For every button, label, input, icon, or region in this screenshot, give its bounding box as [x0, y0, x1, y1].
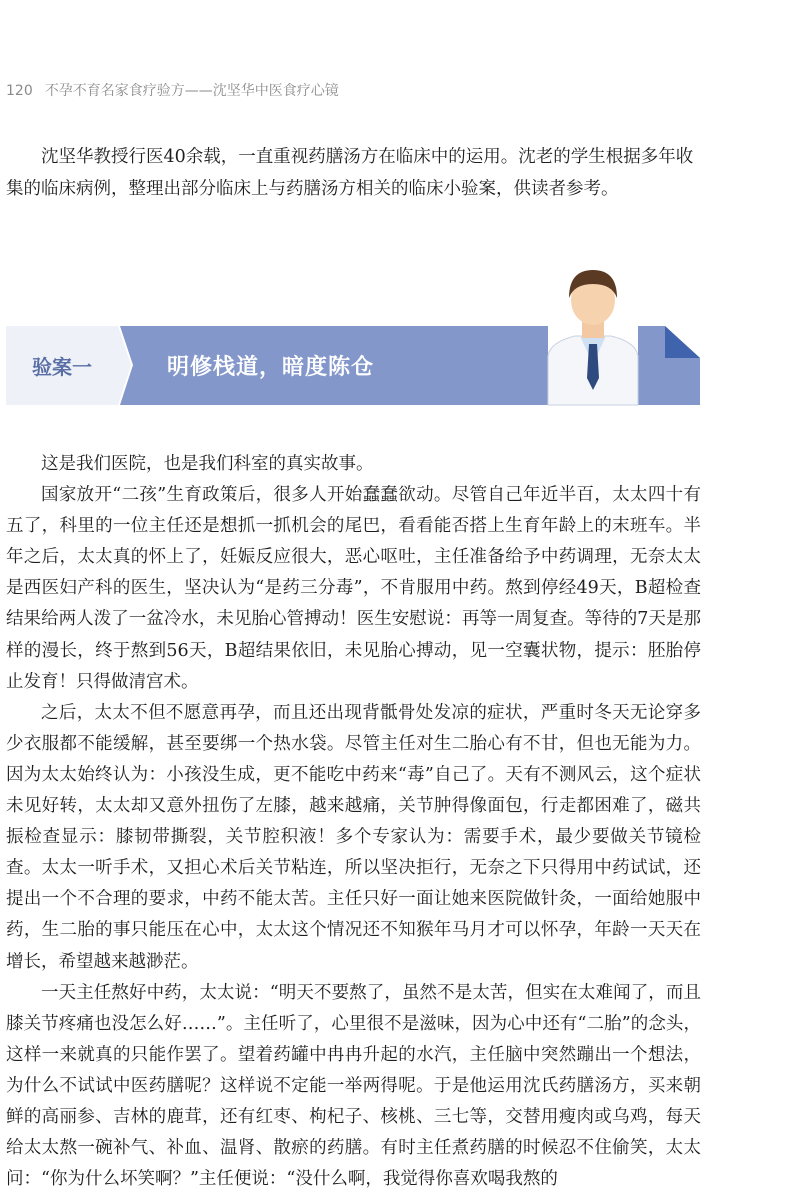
running-head [6, 80, 339, 100]
intro-paragraph: 沈坚华教授行医40余载，一直重视药膳汤方在临床中的运用。沈老的学生根据多年收集的临床病例，整理出部分临床上与药膳汤方相关的临床小验案，供读者参考。 [6, 147, 694, 199]
case-title: 明修栈道，暗度陈仓 [167, 355, 375, 380]
body-paragraph: 国家放开“二孩”生育政策后，很多人开始蠢蠢欲动。尽管自己年近半百，太太四十有五了，科里的一位主任还是想抓一抓机会的尾巴，看看能否搭上生育年龄上的末班车。半年之后，太太真的怀上了，妊娠反应很大，恶心呕吐，主任准备给予中药调理，无奈太太是西医妇产科的医生，坚决认为“是药三分毒”，不肯服用中药。熬到停经49天，B超检查结果给两人泼了一盆冷水，未见胎心管搏动！医生安慰说：再等一周复查。等待的7天是那样的漫长，终于熬到56天，B超结果依旧，未见胎心搏动，见一空囊状物，提示：胚胎停止发育！只得做清宫术。 [6, 485, 701, 692]
doctor-avatar-icon [548, 270, 638, 405]
body-paragraph: 一天主任熬好中药，太太说：“明天不要熬了，虽然不是太苦，但实在太难闻了，而且膝关节疼痛也没怎么好……”。主任听了，心里很不是滋味，因为心中还有“二胎”的念头，这样一来就真的只能作罢了。望着药罐中冉冉升起的水汽，主任脑中突然蹦出一个想法，为什么不试试中医药膳呢？这样说不定能一举两得呢。于是他运用沈氏药膳汤方，买来朝鲜的高丽参、吉林的鹿茸，还有红枣、枸杞子、核桃、三七等，交替用瘦肉或乌鸡，每天给太太熬一碗补气、补血、温肾、散瘀的药膳。有时主任煮药膳的时候忍不住偷笑，太太问：“你为什么坏笑啊？”主任便说：“没什么啊，我觉得你喜欢喝我熬的 [6, 982, 701, 1190]
ribbon-fold-corner [665, 326, 700, 358]
case-tag: 验案一 [32, 355, 92, 379]
case-body [6, 449, 701, 1195]
case-banner-graphic [0, 268, 800, 413]
body-paragraph: 之后，太太不但不愿意再孕，而且还出现背骶骨处发凉的症状，严重时冬天无论穿多少衣服都不能缓解，甚至要绑一个热水袋。尽管主任对生二胎心有不甘，但也无能为力。因为太太始终认为：小孩没生成，更不能吃中药来“毒”自己了。天有不测风云，这个症状未见好转，太太却又意外扭伤了左膝，越来越痛，关节肿得像面包，行走都困难了，磁共振检查显示：膝韧带撕裂，关节腔积液！多个专家认为：需要手术，最少要做关节镜检查。太太一听手术，又担心术后关节粘连，所以坚决拒行，无奈之下只得用中药试试，还提出一个不合理的要求，中药不能太苦。主任只好一面让她来医院做针灸，一面给她服中药，生二胎的事只能压在心中，太太这个情况还不知猴年马月才可以怀孕，年龄一天天在增长，希望越来越渺茫。 [6, 702, 701, 972]
case-banner [0, 268, 800, 413]
body-paragraph: 这是我们医院，也是我们科室的真实故事。 [41, 454, 374, 474]
book-title: 不孕不育名家食疗验方——沈坚华中医食疗心镜 [44, 83, 339, 99]
intro-block [6, 141, 701, 205]
page-number: 120 [6, 83, 33, 99]
